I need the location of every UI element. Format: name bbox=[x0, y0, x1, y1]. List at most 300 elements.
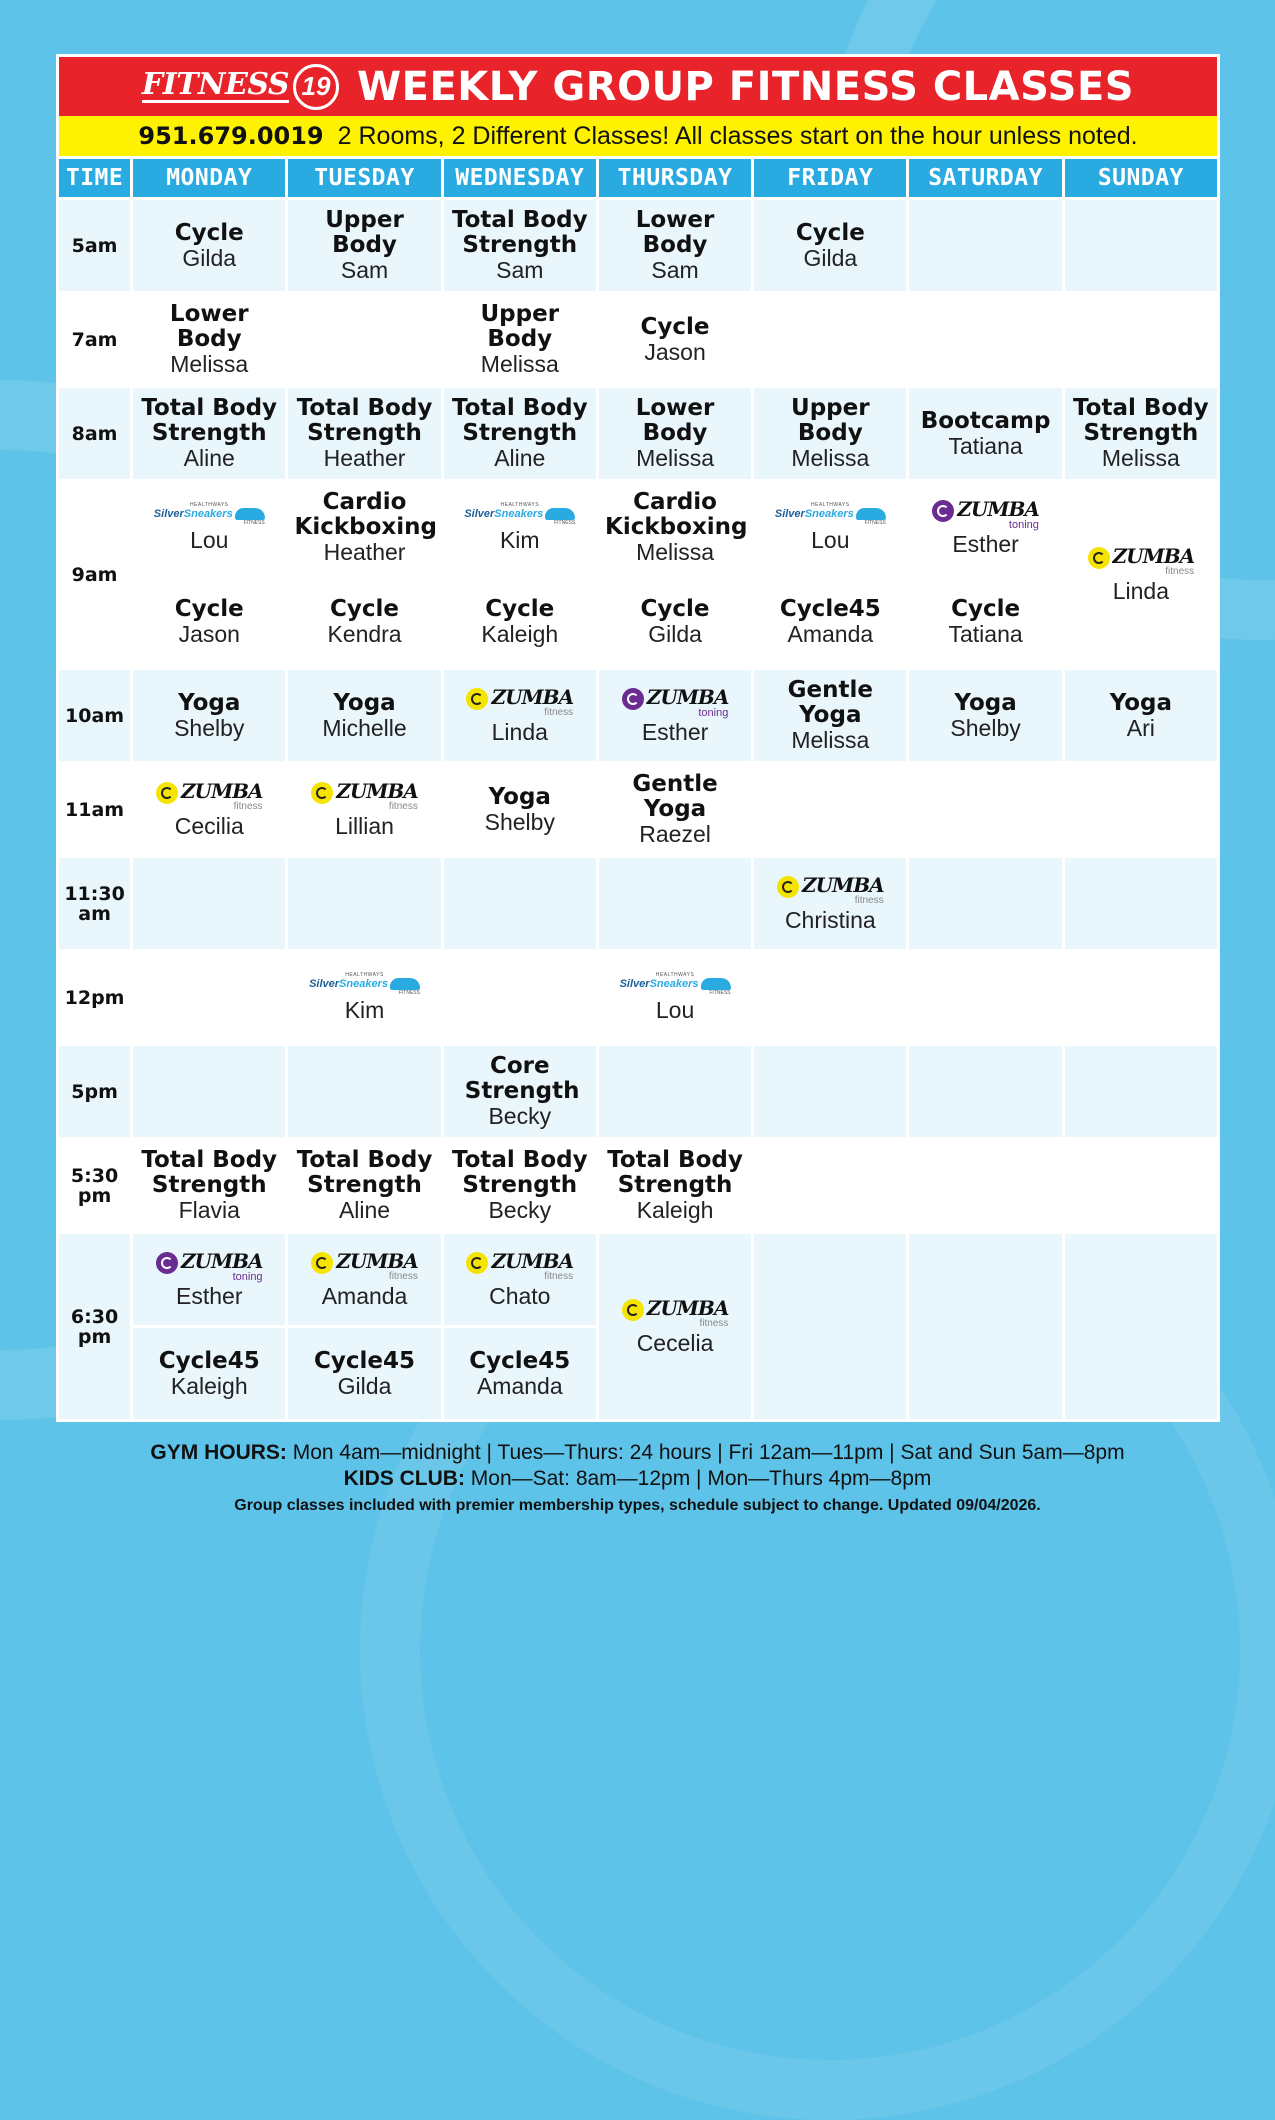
silversneakers-logo bbox=[464, 502, 575, 526]
class-cell bbox=[442, 1327, 597, 1421]
class-cell bbox=[442, 387, 597, 481]
class-name: Total Body Strength bbox=[296, 1147, 433, 1198]
class-name: Total Body Strength bbox=[607, 1147, 743, 1198]
zumba-fitness-logo bbox=[156, 780, 263, 812]
column-header-friday: FRIDAY bbox=[753, 158, 908, 199]
footer bbox=[0, 1440, 1275, 1518]
zumba-word: ZUMBA bbox=[180, 779, 263, 803]
zumba-word: ZUMBA bbox=[491, 1249, 574, 1273]
class-name: Cardio Kickboxing bbox=[294, 489, 437, 540]
class-cell bbox=[287, 575, 442, 669]
time-label: 10am bbox=[58, 669, 132, 763]
class-cell bbox=[442, 1045, 597, 1139]
instructor: Tatiana bbox=[948, 432, 1023, 459]
class-name: Cycle bbox=[174, 219, 244, 246]
empty-cell bbox=[908, 1139, 1063, 1233]
silversneakers-silver: Silver bbox=[309, 978, 340, 990]
class-name: Cycle bbox=[330, 595, 400, 622]
zumba-sub: toning bbox=[698, 707, 729, 719]
empty-cell bbox=[908, 293, 1063, 387]
class-cell bbox=[1063, 387, 1218, 481]
class-name: Cycle bbox=[640, 595, 710, 622]
silversneakers-logo bbox=[775, 502, 886, 526]
class-name: Cycle bbox=[640, 313, 710, 340]
zumba-fitness-logo bbox=[466, 686, 573, 718]
silversneakers-silver: Silver bbox=[619, 978, 650, 990]
class-cell bbox=[597, 1139, 752, 1233]
empty-cell bbox=[1063, 1233, 1218, 1421]
zumba-fitness-logo bbox=[311, 780, 418, 812]
instructor: Lou bbox=[190, 527, 229, 553]
class-name: Total Body Strength bbox=[1073, 395, 1209, 446]
empty-cell bbox=[287, 1045, 442, 1139]
phone-number: 951.679.0019 bbox=[138, 122, 324, 150]
column-header-time: TIME bbox=[58, 158, 132, 199]
class-name: Total Body Strength bbox=[451, 1147, 588, 1198]
membership-note: Group classes included with premier membership types, schedule subject to change. Updated 09/04/2026. bbox=[234, 1497, 1041, 1514]
class-name: Cycle bbox=[795, 219, 865, 246]
empty-cell bbox=[132, 857, 287, 951]
zumba-icon bbox=[622, 1299, 644, 1321]
class-cell bbox=[442, 481, 597, 575]
instructor: Aline bbox=[494, 445, 546, 471]
instructor: Ari bbox=[1126, 714, 1155, 741]
empty-cell bbox=[908, 1045, 1063, 1139]
class-cell bbox=[597, 293, 752, 387]
time-meridiem: am bbox=[78, 902, 111, 925]
zumba-fitness-logo bbox=[622, 1297, 729, 1329]
zumba-icon bbox=[466, 1252, 488, 1274]
zumba-toning-logo bbox=[622, 686, 729, 718]
instructor: Kim bbox=[344, 997, 385, 1023]
tagline: 2 Rooms, 2 Different Classes! All classes start on the hour unless noted. bbox=[337, 121, 1138, 150]
class-cell bbox=[442, 669, 597, 763]
table-row bbox=[58, 387, 1219, 481]
silversneakers-logo bbox=[309, 972, 420, 996]
class-cell bbox=[132, 669, 287, 763]
table-row bbox=[58, 575, 1219, 669]
schedule-table bbox=[56, 156, 1220, 1422]
class-name: Total Body Strength bbox=[296, 395, 433, 446]
page-title: WEEKLY GROUP FITNESS CLASSES bbox=[357, 63, 1135, 110]
zumba-sub: fitness bbox=[388, 1271, 418, 1282]
time-label bbox=[58, 1233, 132, 1421]
class-cell bbox=[753, 669, 908, 763]
time-label bbox=[58, 1139, 132, 1233]
class-name: Yoga bbox=[954, 689, 1017, 716]
class-name: Bootcamp bbox=[920, 407, 1051, 434]
zumba-icon bbox=[777, 876, 799, 898]
class-name: Upper Body bbox=[325, 207, 404, 258]
silversneakers-silver: Silver bbox=[153, 508, 184, 520]
class-cell bbox=[908, 387, 1063, 481]
zumba-fitness-logo bbox=[1088, 545, 1195, 577]
instructor: Aline bbox=[183, 445, 235, 471]
class-cell bbox=[132, 481, 287, 575]
empty-cell bbox=[1063, 293, 1218, 387]
class-cell bbox=[287, 763, 442, 857]
time-hour: 5:30 bbox=[70, 1164, 119, 1187]
instructor: Sam bbox=[651, 257, 699, 283]
class-cell bbox=[287, 199, 442, 293]
instructor: Esther bbox=[176, 1283, 243, 1309]
class-cell bbox=[442, 199, 597, 293]
instructor: Amanda bbox=[787, 620, 874, 647]
zumba-icon bbox=[932, 500, 954, 522]
zumba-sub: fitness bbox=[233, 801, 263, 812]
zumba-fitness-logo bbox=[466, 1250, 573, 1282]
instructor: Kendra bbox=[327, 620, 402, 647]
class-cell bbox=[287, 1327, 442, 1421]
class-cell bbox=[753, 481, 908, 575]
instructor: Kaleigh bbox=[636, 1197, 714, 1223]
empty-cell bbox=[753, 1233, 908, 1421]
zumba-icon bbox=[622, 688, 644, 710]
zumba-sub: fitness bbox=[388, 801, 418, 812]
empty-cell bbox=[753, 951, 908, 1045]
class-name: Upper Body bbox=[791, 395, 870, 446]
empty-cell bbox=[597, 857, 752, 951]
zumba-word: ZUMBA bbox=[336, 779, 418, 803]
zumba-sub: fitness bbox=[544, 1271, 574, 1282]
zumba-sub: fitness bbox=[699, 1318, 729, 1329]
class-cell bbox=[908, 481, 1063, 575]
class-name: Total Body Strength bbox=[451, 207, 588, 258]
zumba-word: ZUMBA bbox=[646, 1296, 729, 1320]
empty-cell bbox=[597, 1045, 752, 1139]
zumba-icon bbox=[156, 782, 178, 804]
class-name: Cycle45 bbox=[779, 595, 881, 622]
instructor: Heather bbox=[323, 445, 406, 471]
zumba-toning-logo bbox=[156, 1250, 263, 1282]
instructor: Melissa bbox=[791, 445, 870, 471]
column-header-monday: MONDAY bbox=[132, 158, 287, 199]
class-cell bbox=[287, 951, 442, 1045]
class-name: Cycle45 bbox=[158, 1347, 260, 1374]
silversneakers-top: HEALTHWAYS bbox=[811, 502, 850, 508]
zumba-sub: fitness bbox=[854, 895, 884, 906]
table-row bbox=[58, 481, 1219, 575]
empty-cell bbox=[908, 1233, 1063, 1421]
empty-cell bbox=[1063, 1045, 1218, 1139]
empty-cell bbox=[908, 199, 1063, 293]
class-cell bbox=[287, 387, 442, 481]
class-name: Lower Body bbox=[635, 207, 715, 258]
instructor: Melissa bbox=[791, 727, 870, 753]
zumba-word: ZUMBA bbox=[1112, 544, 1195, 568]
instructor: Lou bbox=[811, 527, 850, 553]
kids-club-hours bbox=[0, 1466, 1275, 1492]
silversneakers-silver: Silver bbox=[464, 508, 495, 520]
empty-cell bbox=[132, 1045, 287, 1139]
class-cell bbox=[753, 199, 908, 293]
class-cell bbox=[597, 387, 752, 481]
instructor: Cecelia bbox=[636, 1330, 714, 1356]
silversneakers-fitness: FITNESS bbox=[864, 520, 886, 526]
table-row bbox=[58, 1233, 1219, 1327]
instructor: Linda bbox=[491, 719, 548, 745]
logo-number: 19 bbox=[293, 64, 339, 110]
silversneakers-sneakers: Sneakers bbox=[339, 978, 388, 990]
class-cell bbox=[597, 199, 752, 293]
instructor: Gilda bbox=[803, 244, 858, 271]
instructor: Melissa bbox=[480, 351, 559, 377]
table-row bbox=[58, 669, 1219, 763]
instructor: Sam bbox=[496, 257, 544, 283]
silversneakers-fitness: FITNESS bbox=[398, 990, 420, 996]
class-cell bbox=[753, 387, 908, 481]
sneaker-icon bbox=[701, 978, 731, 990]
kids-club-label: KIDS CLUB: bbox=[343, 1467, 465, 1490]
instructor: Melissa bbox=[1101, 445, 1180, 471]
empty-cell bbox=[908, 763, 1063, 857]
instructor: Esther bbox=[641, 719, 709, 745]
class-name: Cardio Kickboxing bbox=[605, 489, 748, 540]
class-cell bbox=[132, 293, 287, 387]
class-cell bbox=[442, 763, 597, 857]
empty-cell bbox=[753, 763, 908, 857]
instructor: Amanda bbox=[321, 1283, 408, 1309]
empty-cell bbox=[1063, 951, 1218, 1045]
kids-club-text: Mon—Sat: 8am—12pm | Mon—Thurs 4pm—8pm bbox=[464, 1467, 932, 1490]
sneaker-icon bbox=[235, 508, 265, 520]
class-name: Cycle bbox=[174, 595, 244, 622]
class-cell bbox=[132, 1327, 287, 1421]
class-cell bbox=[287, 1233, 442, 1327]
column-header-sunday: SUNDAY bbox=[1063, 158, 1218, 199]
silversneakers-top: HEALTHWAYS bbox=[500, 502, 540, 508]
instructor: Jason bbox=[178, 620, 240, 647]
time-hour: 11:30 bbox=[64, 882, 125, 905]
table-row bbox=[58, 199, 1219, 293]
silversneakers-fitness: FITNESS bbox=[243, 520, 265, 526]
class-cell bbox=[132, 387, 287, 481]
instructor: Melissa bbox=[636, 445, 715, 471]
class-cell bbox=[132, 763, 287, 857]
class-cell bbox=[132, 199, 287, 293]
fitness19-logo bbox=[142, 64, 339, 110]
sneaker-icon bbox=[390, 978, 420, 990]
column-header-saturday: SATURDAY bbox=[908, 158, 1063, 199]
class-cell bbox=[442, 293, 597, 387]
empty-cell bbox=[753, 1139, 908, 1233]
table-row bbox=[58, 951, 1219, 1045]
instructor: Flavia bbox=[178, 1197, 240, 1223]
zumba-icon bbox=[156, 1252, 178, 1274]
sneaker-icon bbox=[856, 508, 886, 520]
class-cell bbox=[597, 481, 752, 575]
header-row bbox=[58, 158, 1219, 199]
instructor: Tatiana bbox=[948, 620, 1023, 647]
column-header-tuesday: TUESDAY bbox=[287, 158, 442, 199]
class-cell bbox=[132, 1233, 287, 1327]
empty-cell bbox=[1063, 763, 1218, 857]
time-label: 7am bbox=[58, 293, 132, 387]
instructor: Gilda bbox=[182, 244, 237, 271]
class-name: Cycle45 bbox=[314, 1347, 416, 1374]
time-label: 5am bbox=[58, 199, 132, 293]
class-cell bbox=[132, 1139, 287, 1233]
time-label: 12pm bbox=[58, 951, 132, 1045]
time-label: 8am bbox=[58, 387, 132, 481]
zumba-word: ZUMBA bbox=[180, 1249, 263, 1273]
instructor: Melissa bbox=[636, 539, 715, 565]
time-label bbox=[58, 857, 132, 951]
class-name: Total Body Strength bbox=[451, 395, 588, 446]
instructor: Kaleigh bbox=[170, 1372, 248, 1399]
empty-cell bbox=[287, 293, 442, 387]
class-name: Gentle Yoga bbox=[632, 771, 718, 822]
class-cell bbox=[753, 575, 908, 669]
silversneakers-fitness: FITNESS bbox=[554, 520, 576, 526]
empty-cell bbox=[908, 857, 1063, 951]
gym-hours-label: GYM HOURS: bbox=[150, 1441, 287, 1464]
empty-cell bbox=[442, 857, 597, 951]
instructor: Jason bbox=[644, 338, 706, 365]
silversneakers-sneakers: Sneakers bbox=[494, 508, 544, 520]
zumba-icon bbox=[466, 688, 488, 710]
silversneakers-sneakers: Sneakers bbox=[649, 978, 699, 990]
zumba-fitness-logo bbox=[311, 1250, 418, 1282]
instructor: Raezel bbox=[639, 821, 711, 847]
instructor: Melissa bbox=[170, 351, 249, 377]
class-cell bbox=[1063, 481, 1218, 669]
instructor: Linda bbox=[1112, 578, 1169, 604]
instructor: Kim bbox=[499, 527, 540, 553]
instructor: Aline bbox=[338, 1197, 391, 1223]
empty-cell bbox=[1063, 1139, 1218, 1233]
zumba-word: ZUMBA bbox=[957, 497, 1039, 521]
time-label: 5pm bbox=[58, 1045, 132, 1139]
time-label: 11am bbox=[58, 763, 132, 857]
instructor: Christina bbox=[784, 907, 876, 933]
instructor: Amanda bbox=[476, 1372, 563, 1399]
empty-cell bbox=[908, 951, 1063, 1045]
table-row bbox=[58, 293, 1219, 387]
class-cell bbox=[287, 481, 442, 575]
instructor: Gilda bbox=[648, 620, 702, 647]
class-name: Cycle bbox=[951, 595, 1021, 622]
sneaker-icon bbox=[545, 508, 575, 520]
class-name: Upper Body bbox=[480, 301, 560, 352]
table-row bbox=[58, 1045, 1219, 1139]
class-cell bbox=[753, 857, 908, 951]
zumba-sub: toning bbox=[232, 1271, 263, 1283]
instructor: Lou bbox=[655, 997, 695, 1023]
zumba-toning-logo bbox=[932, 498, 1039, 530]
column-header-wednesday: WEDNESDAY bbox=[442, 158, 597, 199]
empty-cell bbox=[132, 951, 287, 1045]
class-cell bbox=[287, 669, 442, 763]
zumba-sub: toning bbox=[1008, 519, 1039, 531]
table-row bbox=[58, 1139, 1219, 1233]
zumba-word: ZUMBA bbox=[336, 1249, 418, 1273]
time-hour: 6:30 bbox=[70, 1305, 119, 1328]
empty-cell bbox=[753, 1045, 908, 1139]
zumba-sub: fitness bbox=[544, 707, 574, 718]
class-name: Lower Body bbox=[635, 395, 715, 446]
instructor: Cecilia bbox=[174, 813, 244, 839]
zumba-word: ZUMBA bbox=[491, 685, 574, 709]
class-cell bbox=[908, 669, 1063, 763]
empty-cell bbox=[442, 951, 597, 1045]
silversneakers-logo bbox=[620, 972, 731, 996]
gym-hours-text: Mon 4am—midnight | Tues—Thurs: 24 hours | Fri 12am—11pm | Sat and Sun 5am—8pm bbox=[286, 1441, 1125, 1464]
empty-cell bbox=[753, 293, 908, 387]
time-label: 9am bbox=[58, 481, 132, 669]
class-cell bbox=[1063, 669, 1218, 763]
empty-cell bbox=[287, 857, 442, 951]
instructor: Michelle bbox=[322, 714, 407, 741]
table-row bbox=[58, 857, 1219, 951]
class-name: Cycle bbox=[485, 595, 555, 622]
zumba-icon bbox=[1088, 547, 1110, 569]
instructor: Kaleigh bbox=[481, 620, 559, 647]
class-name: Total Body Strength bbox=[141, 1147, 278, 1198]
class-name: Total Body Strength bbox=[141, 395, 278, 446]
logo-word: FITNESS bbox=[141, 67, 290, 102]
class-name: Core Strength bbox=[464, 1053, 580, 1104]
class-cell bbox=[442, 1233, 597, 1327]
class-name: Gentle Yoga bbox=[787, 677, 873, 728]
schedule-sheet bbox=[56, 54, 1220, 1422]
zumba-word: ZUMBA bbox=[802, 873, 884, 897]
instructor: Shelby bbox=[174, 714, 245, 741]
class-cell bbox=[597, 669, 752, 763]
class-name: Lower Body bbox=[169, 301, 249, 352]
instructor: Esther bbox=[952, 531, 1019, 557]
silversneakers-sneakers: Sneakers bbox=[804, 508, 854, 520]
class-name: Yoga bbox=[178, 689, 241, 716]
class-cell bbox=[287, 1139, 442, 1233]
zumba-icon bbox=[311, 1252, 333, 1274]
empty-cell bbox=[1063, 857, 1218, 951]
class-name: Yoga bbox=[1109, 689, 1173, 716]
instructor: Becky bbox=[488, 1197, 552, 1223]
class-cell bbox=[597, 763, 752, 857]
silversneakers-sneakers: Sneakers bbox=[183, 508, 233, 520]
class-name: Yoga bbox=[333, 689, 396, 716]
class-cell bbox=[908, 575, 1063, 669]
class-cell bbox=[442, 1139, 597, 1233]
gym-hours bbox=[0, 1440, 1275, 1466]
instructor: Chato bbox=[489, 1283, 551, 1309]
class-name: Cycle45 bbox=[469, 1347, 571, 1374]
instructor: Becky bbox=[488, 1103, 552, 1129]
title-bar bbox=[56, 54, 1220, 116]
instructor: Shelby bbox=[950, 714, 1021, 741]
time-meridiem: pm bbox=[77, 1325, 112, 1348]
instructor: Sam bbox=[340, 257, 389, 283]
instructor: Gilda bbox=[337, 1372, 392, 1399]
info-bar bbox=[56, 116, 1220, 156]
silversneakers-top: HEALTHWAYS bbox=[345, 972, 384, 978]
zumba-icon bbox=[311, 782, 333, 804]
class-cell bbox=[597, 575, 752, 669]
table-row bbox=[58, 763, 1219, 857]
silversneakers-top: HEALTHWAYS bbox=[655, 972, 695, 978]
silversneakers-top: HEALTHWAYS bbox=[189, 502, 229, 508]
empty-cell bbox=[1063, 199, 1218, 293]
class-cell bbox=[597, 951, 752, 1045]
zumba-fitness-logo bbox=[777, 874, 884, 906]
instructor: Heather bbox=[323, 539, 406, 565]
instructor: Lillian bbox=[335, 813, 394, 839]
zumba-word: ZUMBA bbox=[646, 685, 729, 709]
class-cell bbox=[132, 575, 287, 669]
zumba-sub: fitness bbox=[1165, 566, 1195, 577]
class-cell bbox=[597, 1233, 752, 1421]
